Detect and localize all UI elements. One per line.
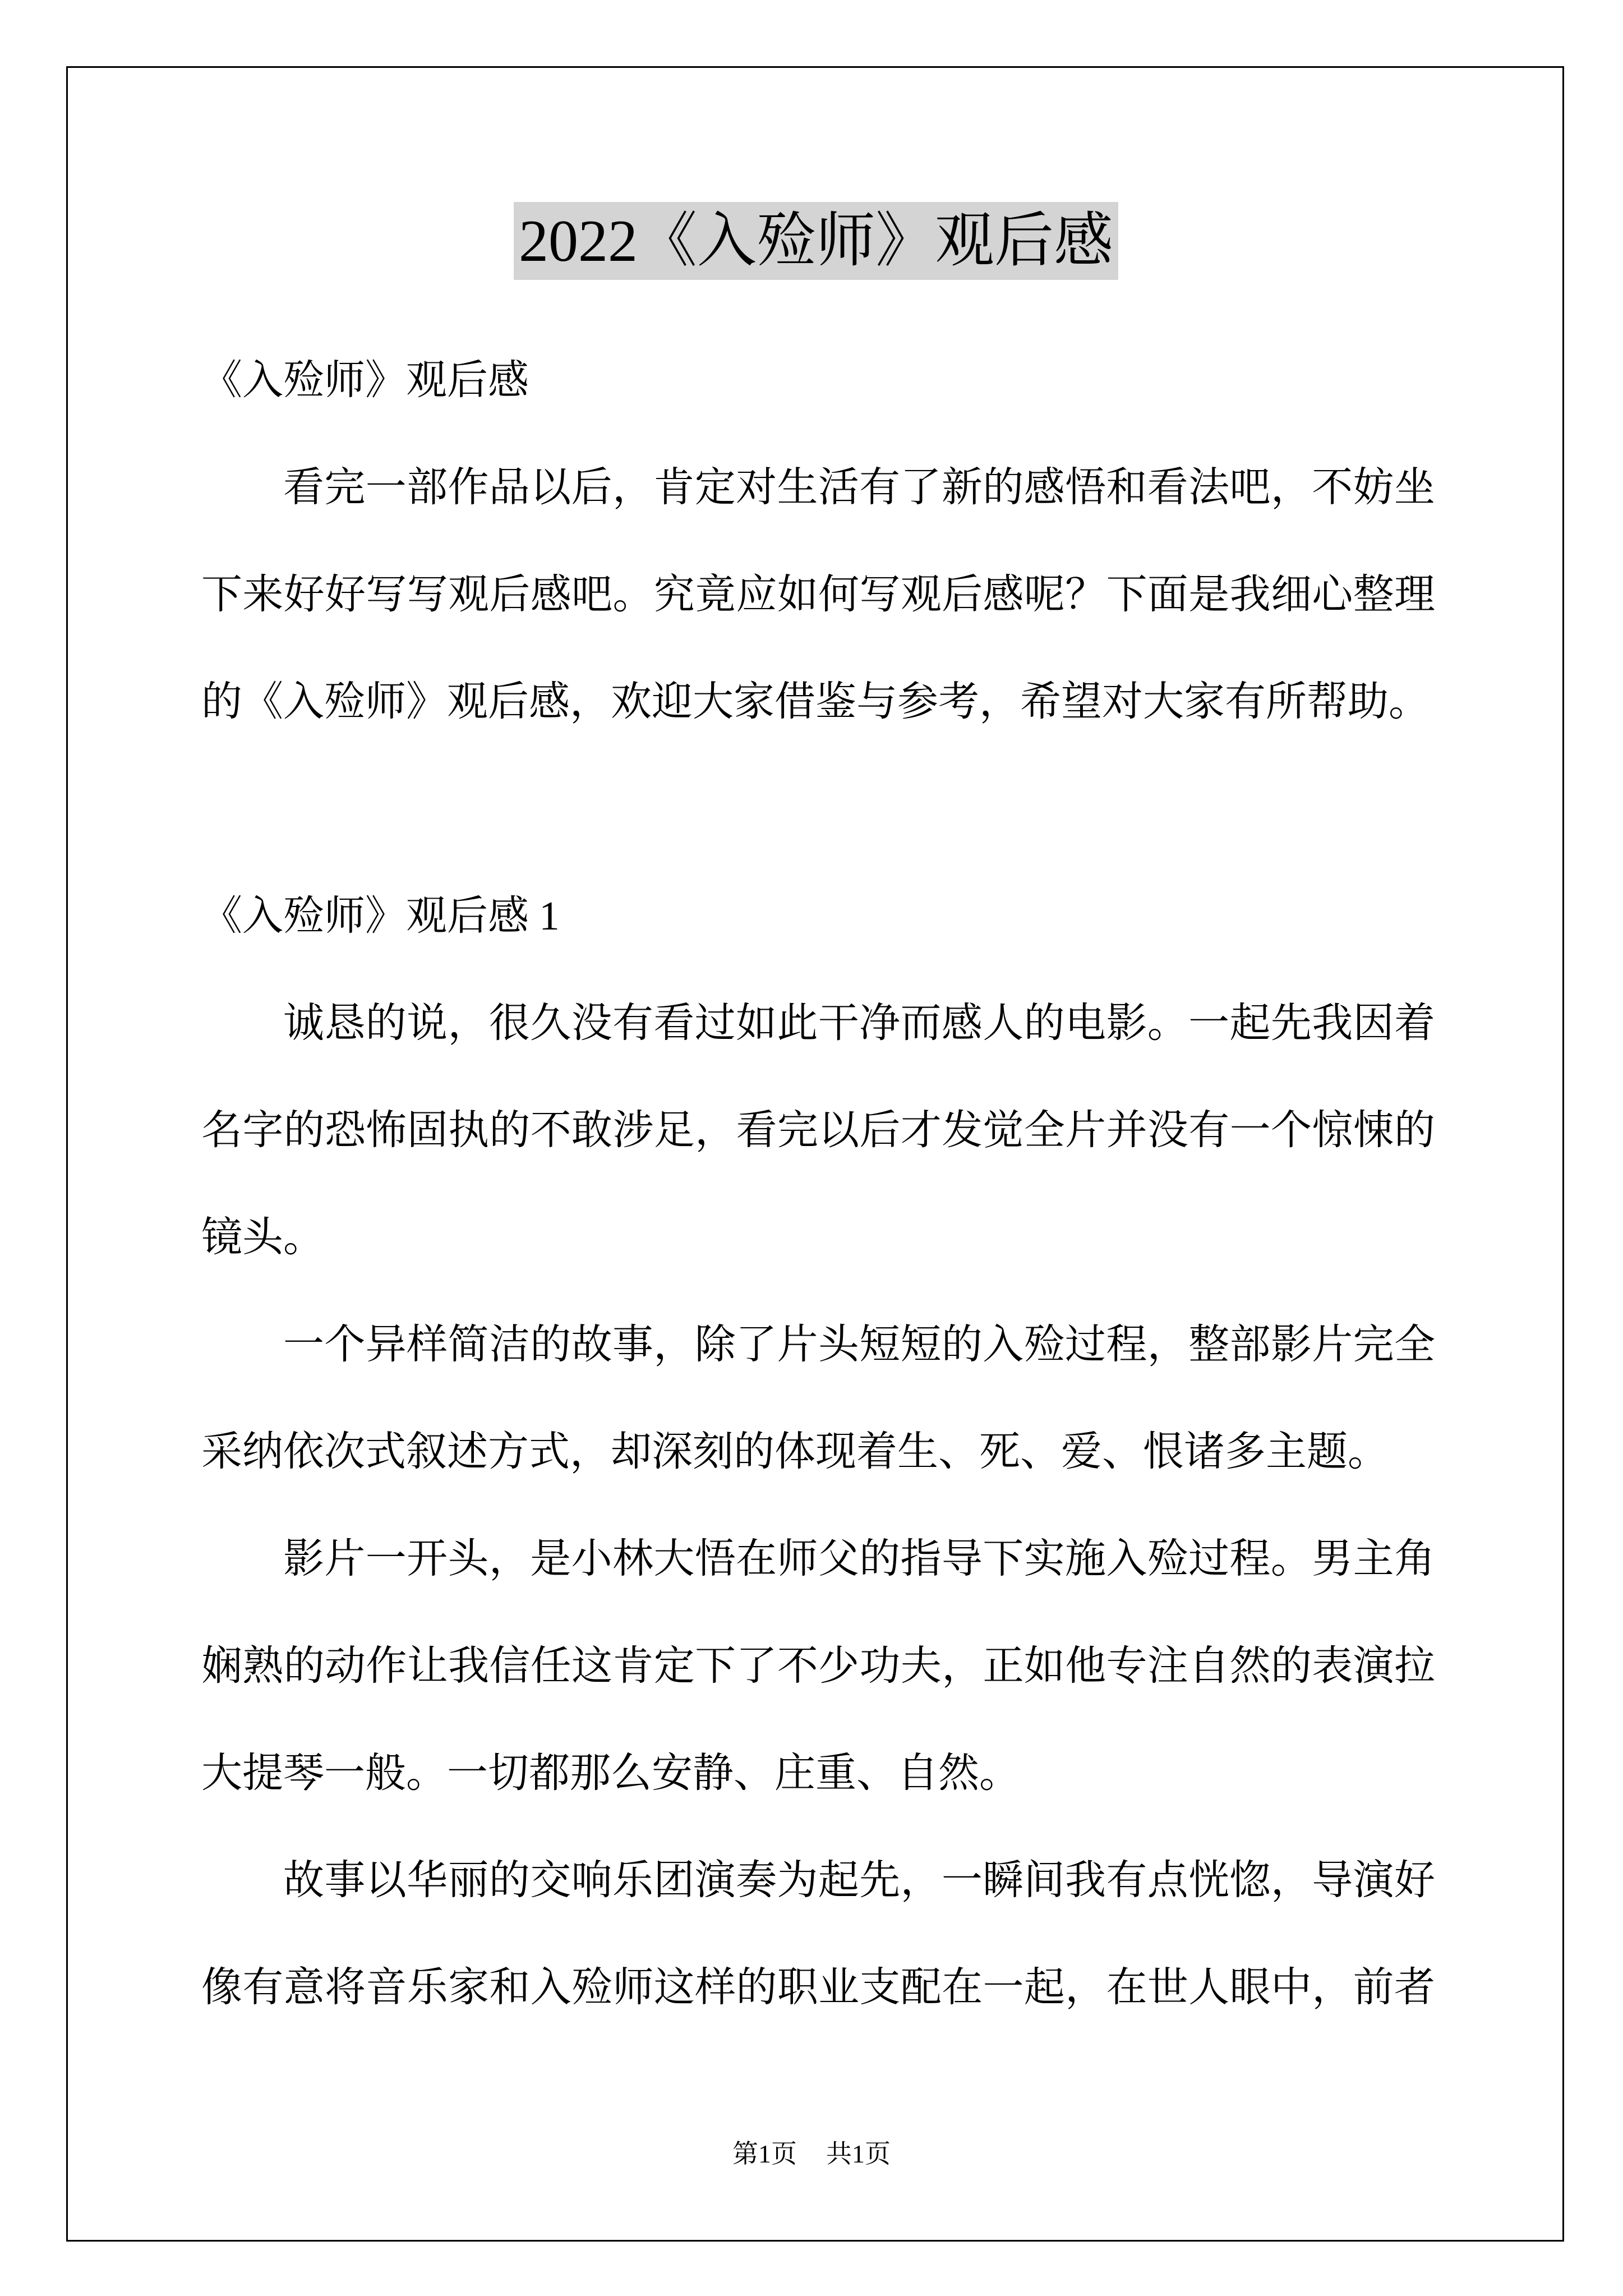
page-footer: [0, 2132, 1623, 2177]
paragraph-line: 一个异样简洁的故事，除了片头短短的入殓过程，整部影片完全: [283, 1322, 1435, 1367]
paragraph-line: 大提琴一般。一切都那么安静、庄重、自然。: [201, 1750, 1020, 1796]
paragraph-line: 镜头。: [201, 1214, 324, 1260]
title-highlight: [514, 202, 1118, 280]
paragraph-line: 娴熟的动作让我信任这肯定下了不少功夫，正如他专注自然的表演拉: [201, 1643, 1435, 1688]
subtitle: 《入殓师》观后感: [201, 357, 529, 403]
intro-line: 的《入殓师》观后感，欢迎大家借鉴与参考，希望对大家有所帮助。: [201, 679, 1430, 724]
document-title: 2022《入殓师》观后感: [519, 208, 1113, 274]
page-number: 第1页: [732, 2139, 797, 2168]
paragraph-line: 诚恳的说，很久没有看过如此干净而感人的电影。一起先我因着: [283, 1000, 1435, 1046]
intro-line: 看完一部作品以后，肯定对生活有了新的感悟和看法吧，不妨坐: [283, 464, 1435, 510]
page-total: 共1页: [826, 2139, 891, 2168]
paragraph-line: 故事以华丽的交响乐团演奏为起先，一瞬间我有点恍惚，导演好: [283, 1857, 1435, 1903]
blank-line: [201, 755, 1435, 862]
paragraph-line: 名字的恐怖固执的不敢涉足，看完以后才发觉全片并没有一个惊悚的: [201, 1107, 1435, 1153]
paragraph-line: 像有意将音乐家和入殓师这样的职业支配在一起，在世人眼中，前者: [201, 1964, 1435, 2010]
intro-line: 下来好好写写观后感吧。究竟应如何写观后感呢？下面是我细心整理: [201, 572, 1435, 617]
paragraph-line: 采纳依次式叙述方式，却深刻的体现着生、死、爱、恨诸多主题。: [201, 1429, 1389, 1474]
section-heading: 《入殓师》观后感 1: [201, 893, 560, 938]
paragraph-line: 影片一开头，是小林大悟在师父的指导下实施入殓过程。男主角: [283, 1536, 1435, 1581]
document-body: [201, 326, 1435, 2041]
